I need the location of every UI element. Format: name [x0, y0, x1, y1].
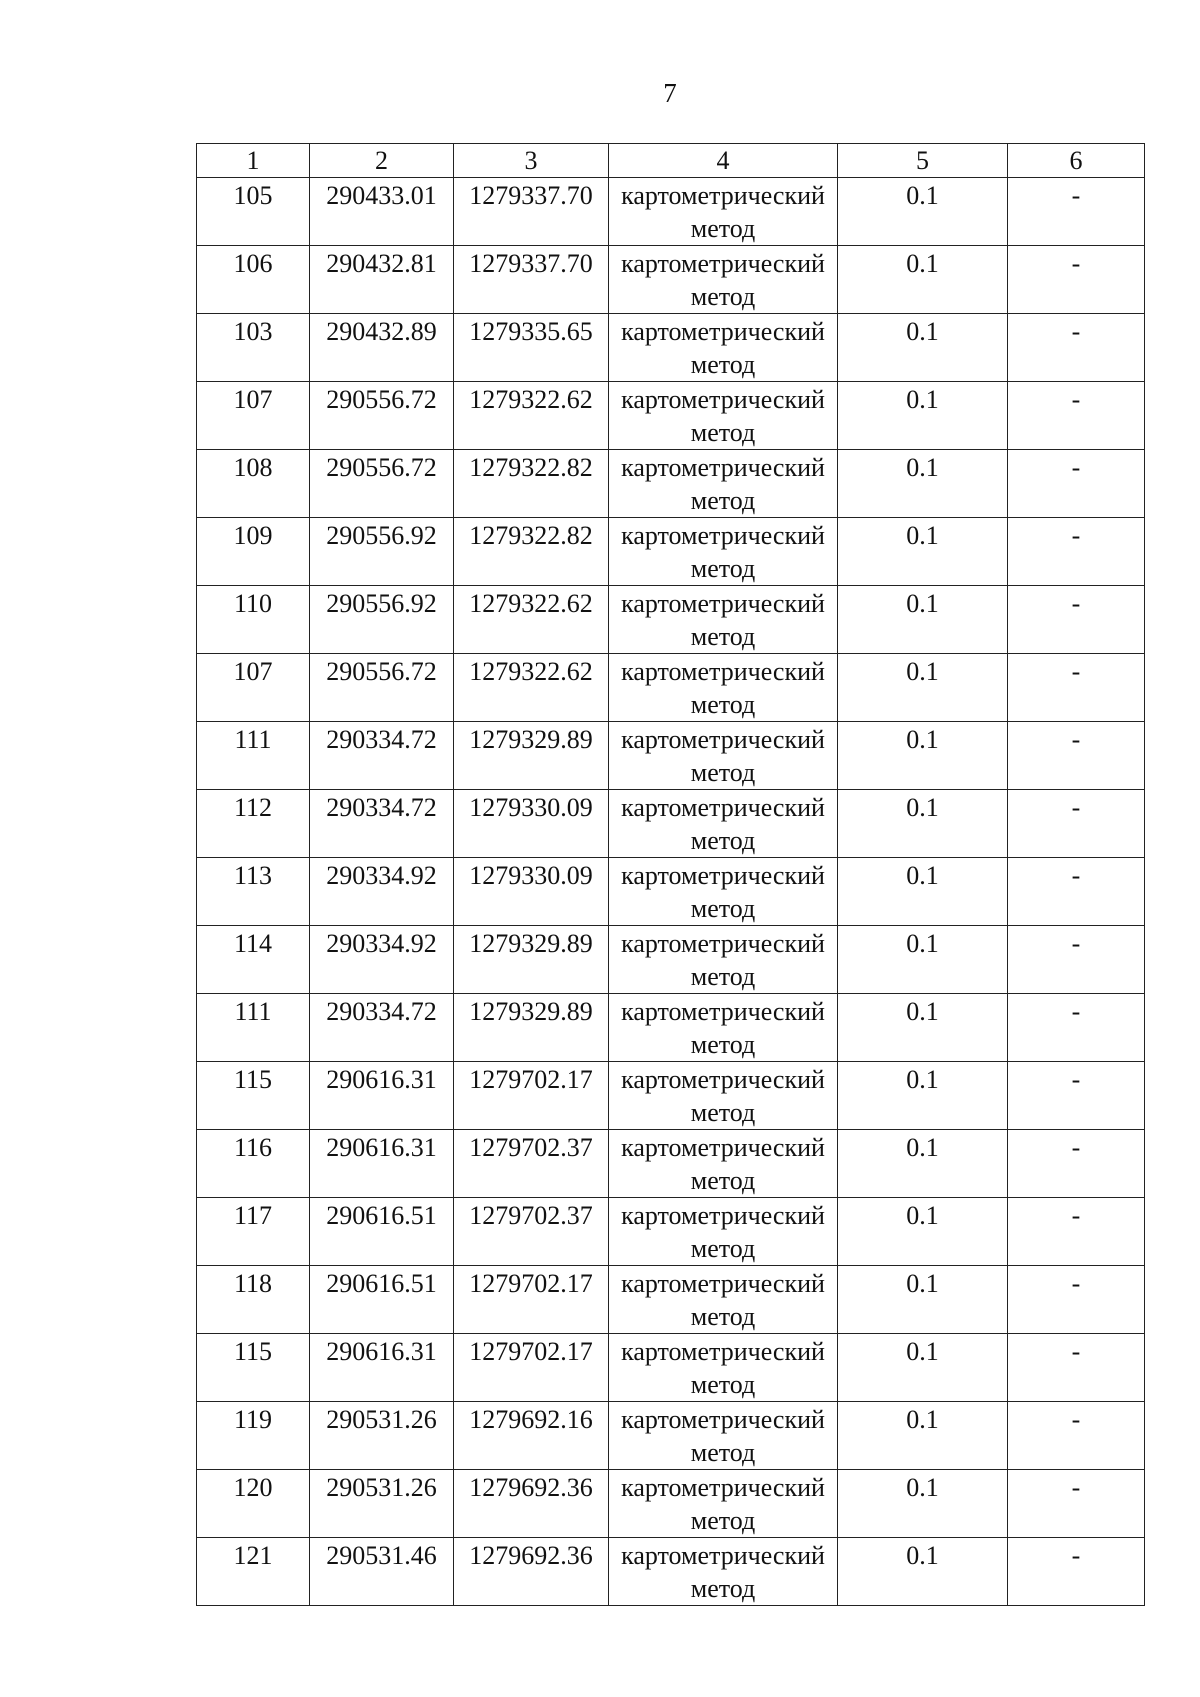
- method-cell: картометрический метод: [609, 586, 838, 654]
- method-cell: картометрический метод: [609, 450, 838, 518]
- method-cell: картометрический метод: [609, 1266, 838, 1334]
- point-number-cell: 103: [197, 314, 310, 382]
- method-cell: картометрический метод: [609, 1334, 838, 1402]
- description-cell: -: [1008, 382, 1145, 450]
- table-row: [197, 858, 1145, 926]
- column-header: 6: [1008, 144, 1145, 178]
- y-coordinate-cell: 1279329.89: [454, 994, 609, 1062]
- point-number-cell: 107: [197, 654, 310, 722]
- x-coordinate-cell: 290556.72: [310, 450, 454, 518]
- point-number-cell: 118: [197, 1266, 310, 1334]
- table-body: [197, 178, 1145, 1606]
- x-coordinate-cell: 290432.89: [310, 314, 454, 382]
- description-cell: -: [1008, 1538, 1145, 1606]
- column-header: 5: [838, 144, 1008, 178]
- description-cell: -: [1008, 246, 1145, 314]
- table-row: [197, 1538, 1145, 1606]
- accuracy-cell: 0.1: [838, 1198, 1008, 1266]
- description-cell: -: [1008, 518, 1145, 586]
- table-row: [197, 382, 1145, 450]
- point-number-cell: 112: [197, 790, 310, 858]
- x-coordinate-cell: 290556.92: [310, 586, 454, 654]
- method-cell: картометрический метод: [609, 654, 838, 722]
- accuracy-cell: 0.1: [838, 722, 1008, 790]
- method-cell: картометрический метод: [609, 1198, 838, 1266]
- point-number-cell: 105: [197, 178, 310, 246]
- method-cell: картометрический метод: [609, 382, 838, 450]
- y-coordinate-cell: 1279337.70: [454, 246, 609, 314]
- description-cell: -: [1008, 994, 1145, 1062]
- x-coordinate-cell: 290556.92: [310, 518, 454, 586]
- method-cell: картометрический метод: [609, 790, 838, 858]
- table-row: [197, 790, 1145, 858]
- table-row: [197, 1266, 1145, 1334]
- description-cell: -: [1008, 654, 1145, 722]
- table-row: [197, 518, 1145, 586]
- x-coordinate-cell: 290334.72: [310, 722, 454, 790]
- point-number-cell: 119: [197, 1402, 310, 1470]
- method-cell: картометрический метод: [609, 1470, 838, 1538]
- point-number-cell: 111: [197, 994, 310, 1062]
- description-cell: -: [1008, 858, 1145, 926]
- x-coordinate-cell: 290433.01: [310, 178, 454, 246]
- description-cell: -: [1008, 1062, 1145, 1130]
- table-row: [197, 1470, 1145, 1538]
- method-cell: картометрический метод: [609, 926, 838, 994]
- accuracy-cell: 0.1: [838, 586, 1008, 654]
- y-coordinate-cell: 1279692.36: [454, 1538, 609, 1606]
- x-coordinate-cell: 290616.31: [310, 1334, 454, 1402]
- x-coordinate-cell: 290531.26: [310, 1402, 454, 1470]
- description-cell: -: [1008, 790, 1145, 858]
- point-number-cell: 115: [197, 1334, 310, 1402]
- accuracy-cell: 0.1: [838, 1062, 1008, 1130]
- table-row: [197, 926, 1145, 994]
- point-number-cell: 110: [197, 586, 310, 654]
- table-row: [197, 450, 1145, 518]
- accuracy-cell: 0.1: [838, 994, 1008, 1062]
- method-cell: картометрический метод: [609, 314, 838, 382]
- method-cell: картометрический метод: [609, 1402, 838, 1470]
- point-number-cell: 108: [197, 450, 310, 518]
- description-cell: -: [1008, 1130, 1145, 1198]
- y-coordinate-cell: 1279692.16: [454, 1402, 609, 1470]
- table-row: [197, 178, 1145, 246]
- y-coordinate-cell: 1279702.37: [454, 1198, 609, 1266]
- description-cell: -: [1008, 586, 1145, 654]
- x-coordinate-cell: 290556.72: [310, 382, 454, 450]
- accuracy-cell: 0.1: [838, 790, 1008, 858]
- accuracy-cell: 0.1: [838, 246, 1008, 314]
- accuracy-cell: 0.1: [838, 1130, 1008, 1198]
- y-coordinate-cell: 1279322.82: [454, 450, 609, 518]
- y-coordinate-cell: 1279330.09: [454, 858, 609, 926]
- x-coordinate-cell: 290334.72: [310, 994, 454, 1062]
- x-coordinate-cell: 290616.51: [310, 1266, 454, 1334]
- description-cell: -: [1008, 926, 1145, 994]
- y-coordinate-cell: 1279322.62: [454, 382, 609, 450]
- table-row: [197, 1062, 1145, 1130]
- point-number-cell: 116: [197, 1130, 310, 1198]
- point-number-cell: 117: [197, 1198, 310, 1266]
- y-coordinate-cell: 1279322.62: [454, 654, 609, 722]
- x-coordinate-cell: 290616.51: [310, 1198, 454, 1266]
- table-row: [197, 654, 1145, 722]
- description-cell: -: [1008, 1470, 1145, 1538]
- description-cell: -: [1008, 314, 1145, 382]
- point-number-cell: 114: [197, 926, 310, 994]
- x-coordinate-cell: 290531.26: [310, 1470, 454, 1538]
- description-cell: -: [1008, 450, 1145, 518]
- point-number-cell: 111: [197, 722, 310, 790]
- table-row: [197, 1198, 1145, 1266]
- y-coordinate-cell: 1279692.36: [454, 1470, 609, 1538]
- column-header: 4: [609, 144, 838, 178]
- accuracy-cell: 0.1: [838, 858, 1008, 926]
- x-coordinate-cell: 290616.31: [310, 1130, 454, 1198]
- description-cell: -: [1008, 722, 1145, 790]
- point-number-cell: 106: [197, 246, 310, 314]
- y-coordinate-cell: 1279702.17: [454, 1266, 609, 1334]
- accuracy-cell: 0.1: [838, 450, 1008, 518]
- point-number-cell: 115: [197, 1062, 310, 1130]
- x-coordinate-cell: 290334.72: [310, 790, 454, 858]
- description-cell: -: [1008, 1198, 1145, 1266]
- accuracy-cell: 0.1: [838, 518, 1008, 586]
- column-header: 3: [454, 144, 609, 178]
- table-row: [197, 1334, 1145, 1402]
- table-row: [197, 722, 1145, 790]
- y-coordinate-cell: 1279329.89: [454, 722, 609, 790]
- table-row: [197, 586, 1145, 654]
- point-number-cell: 109: [197, 518, 310, 586]
- accuracy-cell: 0.1: [838, 314, 1008, 382]
- accuracy-cell: 0.1: [838, 654, 1008, 722]
- x-coordinate-cell: 290616.31: [310, 1062, 454, 1130]
- method-cell: картометрический метод: [609, 1062, 838, 1130]
- method-cell: картометрический метод: [609, 178, 838, 246]
- point-number-cell: 107: [197, 382, 310, 450]
- table-row: [197, 1130, 1145, 1198]
- accuracy-cell: 0.1: [838, 1266, 1008, 1334]
- point-number-cell: 113: [197, 858, 310, 926]
- y-coordinate-cell: 1279330.09: [454, 790, 609, 858]
- y-coordinate-cell: 1279702.17: [454, 1062, 609, 1130]
- column-header: 2: [310, 144, 454, 178]
- x-coordinate-cell: 290556.72: [310, 654, 454, 722]
- table-row: [197, 246, 1145, 314]
- point-number-cell: 121: [197, 1538, 310, 1606]
- table-header: [197, 144, 1145, 178]
- x-coordinate-cell: 290531.46: [310, 1538, 454, 1606]
- accuracy-cell: 0.1: [838, 1402, 1008, 1470]
- accuracy-cell: 0.1: [838, 1538, 1008, 1606]
- y-coordinate-cell: 1279322.62: [454, 586, 609, 654]
- column-header: 1: [197, 144, 310, 178]
- x-coordinate-cell: 290432.81: [310, 246, 454, 314]
- header-row: [197, 144, 1145, 178]
- table-row: [197, 1402, 1145, 1470]
- accuracy-cell: 0.1: [838, 1334, 1008, 1402]
- accuracy-cell: 0.1: [838, 178, 1008, 246]
- coordinates-table: [196, 143, 1145, 1606]
- x-coordinate-cell: 290334.92: [310, 858, 454, 926]
- method-cell: картометрический метод: [609, 722, 838, 790]
- x-coordinate-cell: 290334.92: [310, 926, 454, 994]
- description-cell: -: [1008, 1402, 1145, 1470]
- y-coordinate-cell: 1279322.82: [454, 518, 609, 586]
- y-coordinate-cell: 1279335.65: [454, 314, 609, 382]
- method-cell: картометрический метод: [609, 246, 838, 314]
- y-coordinate-cell: 1279702.17: [454, 1334, 609, 1402]
- accuracy-cell: 0.1: [838, 1470, 1008, 1538]
- point-number-cell: 120: [197, 1470, 310, 1538]
- table-row: [197, 314, 1145, 382]
- description-cell: -: [1008, 1266, 1145, 1334]
- accuracy-cell: 0.1: [838, 926, 1008, 994]
- y-coordinate-cell: 1279329.89: [454, 926, 609, 994]
- description-cell: -: [1008, 1334, 1145, 1402]
- method-cell: картометрический метод: [609, 994, 838, 1062]
- page-number: 7: [663, 78, 677, 108]
- method-cell: картометрический метод: [609, 1130, 838, 1198]
- y-coordinate-cell: 1279702.37: [454, 1130, 609, 1198]
- method-cell: картометрический метод: [609, 1538, 838, 1606]
- method-cell: картометрический метод: [609, 858, 838, 926]
- table-row: [197, 994, 1145, 1062]
- method-cell: картометрический метод: [609, 518, 838, 586]
- accuracy-cell: 0.1: [838, 382, 1008, 450]
- y-coordinate-cell: 1279337.70: [454, 178, 609, 246]
- description-cell: -: [1008, 178, 1145, 246]
